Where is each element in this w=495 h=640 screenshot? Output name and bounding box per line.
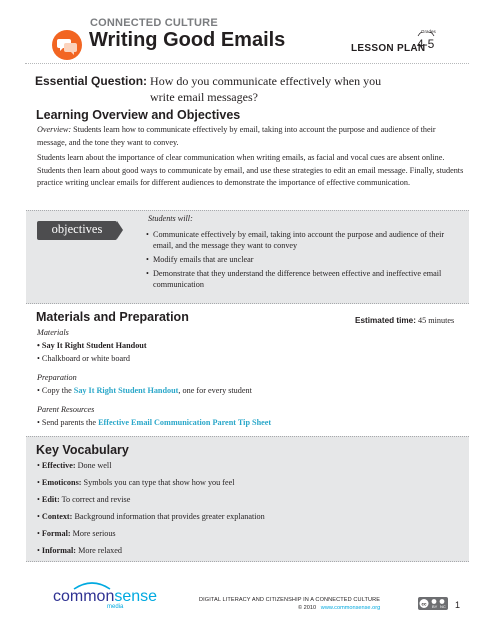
overview-label: Overview:	[37, 125, 72, 134]
objectives-intro: Students will:	[148, 214, 193, 223]
vocabulary-item	[37, 477, 457, 488]
vocabulary-term: Emoticons:	[41, 478, 82, 487]
speech-bubbles-icon	[52, 30, 82, 60]
vocabulary-definition: Done well	[77, 461, 112, 470]
materials-item-text: Chalkboard or white board	[41, 354, 130, 363]
common-sense-media-logo	[53, 588, 157, 606]
vocabulary-item	[37, 511, 457, 522]
say-it-right-handout-link[interactable]: Say It Right Student Handout	[73, 386, 179, 395]
header-divider	[25, 63, 469, 64]
preparation-item: • Copy the Say It Right Student Handout, one for every student	[37, 386, 252, 395]
grades-value: 4-5	[417, 37, 435, 51]
vocabulary-item	[37, 460, 457, 471]
materials-label: Materials	[37, 328, 69, 337]
essential-question	[35, 74, 381, 89]
cc-nc-label: NC	[440, 604, 446, 609]
materials-heading: Materials and Preparation	[36, 310, 189, 324]
footer-title: DIGITAL LITERACY AND CITIZENSHIP IN A CONNECTED CULTURE	[199, 597, 381, 603]
overview-text: Students learn how to communicate effectively by email, taking into account the purpose and audience of their message, and the tone they want to convey.	[37, 125, 436, 147]
overview-paragraph	[37, 124, 467, 149]
vocabulary-item	[37, 494, 457, 505]
grades-label: Grades	[421, 29, 436, 34]
estimated-time-label: Estimated time:	[355, 316, 416, 325]
materials-item: • Say It Right Student Handout	[37, 341, 147, 350]
parent-prefix: Send parents the	[41, 418, 99, 427]
materials-item-text: Say It Right Student Handout	[41, 341, 147, 350]
page-title: Writing Good Emails	[89, 29, 286, 51]
logo-word-common: common	[53, 588, 115, 605]
objectives-list	[146, 229, 466, 293]
series-label: CONNECTED CULTURE	[90, 17, 218, 29]
essential-question-line2: write email messages?	[150, 90, 258, 104]
vocabulary-definition: More relaxed	[78, 546, 122, 555]
prep-prefix: Copy the	[41, 386, 74, 395]
vocabulary-term: Effective:	[41, 461, 76, 470]
vocabulary-item	[37, 545, 457, 556]
objective-item: • Modify emails that are unclear	[146, 254, 466, 265]
logo-word-media: media	[107, 604, 124, 610]
commonsense-url-link[interactable]: www.commonsense.org	[320, 605, 381, 611]
vocabulary-definition: Background information that provides greater explanation	[74, 512, 265, 521]
objective-item: • Demonstrate that they understand the difference between effective and ineffective email communication	[146, 268, 466, 290]
cc-by-label: BY	[432, 604, 438, 609]
objectives-tag-label: objectives	[51, 222, 103, 236]
svg-text:cc: cc	[421, 601, 427, 607]
estimated-time	[355, 316, 454, 325]
preparation-label: Preparation	[37, 373, 77, 382]
vocabulary-term: Edit:	[41, 495, 60, 504]
copyright-text: © 2010	[298, 605, 317, 611]
estimated-time-value: 45 minutes	[418, 316, 455, 325]
description-paragraph: Students learn about the importance of clear communication when writing emails, as facial and vocal cues are absent online. Students then learn about good ways to communicate by email, and use these strategies to edit an email message. Finally, students practice writing unclear emails for different audiences to demonstrate the importance of effective communication.	[37, 153, 464, 187]
vocabulary-term: Formal:	[41, 529, 71, 538]
logo-word-sense: sense	[114, 588, 158, 605]
essential-question-label: Essential Question:	[35, 74, 148, 88]
vocabulary-definition: More serious	[72, 529, 116, 538]
essential-question-line1: How do you communicate effectively when you	[150, 74, 382, 88]
vocabulary-term: Context:	[41, 512, 73, 521]
materials-item: • Chalkboard or white board	[37, 354, 130, 363]
page-number: 1	[455, 600, 461, 610]
vocabulary-heading: Key Vocabulary	[36, 443, 129, 457]
vocabulary-item	[37, 528, 457, 539]
prep-suffix: , one for every student	[178, 386, 252, 395]
objectives-tag	[37, 221, 117, 240]
parent-tip-sheet-link[interactable]: Effective Email Communication Parent Tip Sheet	[98, 418, 272, 427]
vocabulary-definition: To correct and revise	[61, 495, 131, 504]
lesson-plan-label: LESSON PLAN	[351, 43, 426, 54]
learning-overview-heading: Learning Overview and Objectives	[36, 108, 241, 122]
footer-copyright	[298, 605, 380, 611]
objective-item: • Communicate effectively by email, taking into account the purpose and audience of their email, and the message they want to convey	[146, 229, 466, 251]
creative-commons-badge	[418, 597, 448, 610]
parent-resources-item: • Send parents the Effective Email Communication Parent Tip Sheet	[37, 418, 272, 427]
parent-resources-label: Parent Resources	[37, 405, 95, 414]
vocabulary-list	[37, 460, 457, 562]
vocabulary-definition: Symbols you can type that show how you feel	[83, 478, 235, 487]
vocabulary-term: Informal:	[41, 546, 77, 555]
grade-badge	[415, 29, 437, 56]
